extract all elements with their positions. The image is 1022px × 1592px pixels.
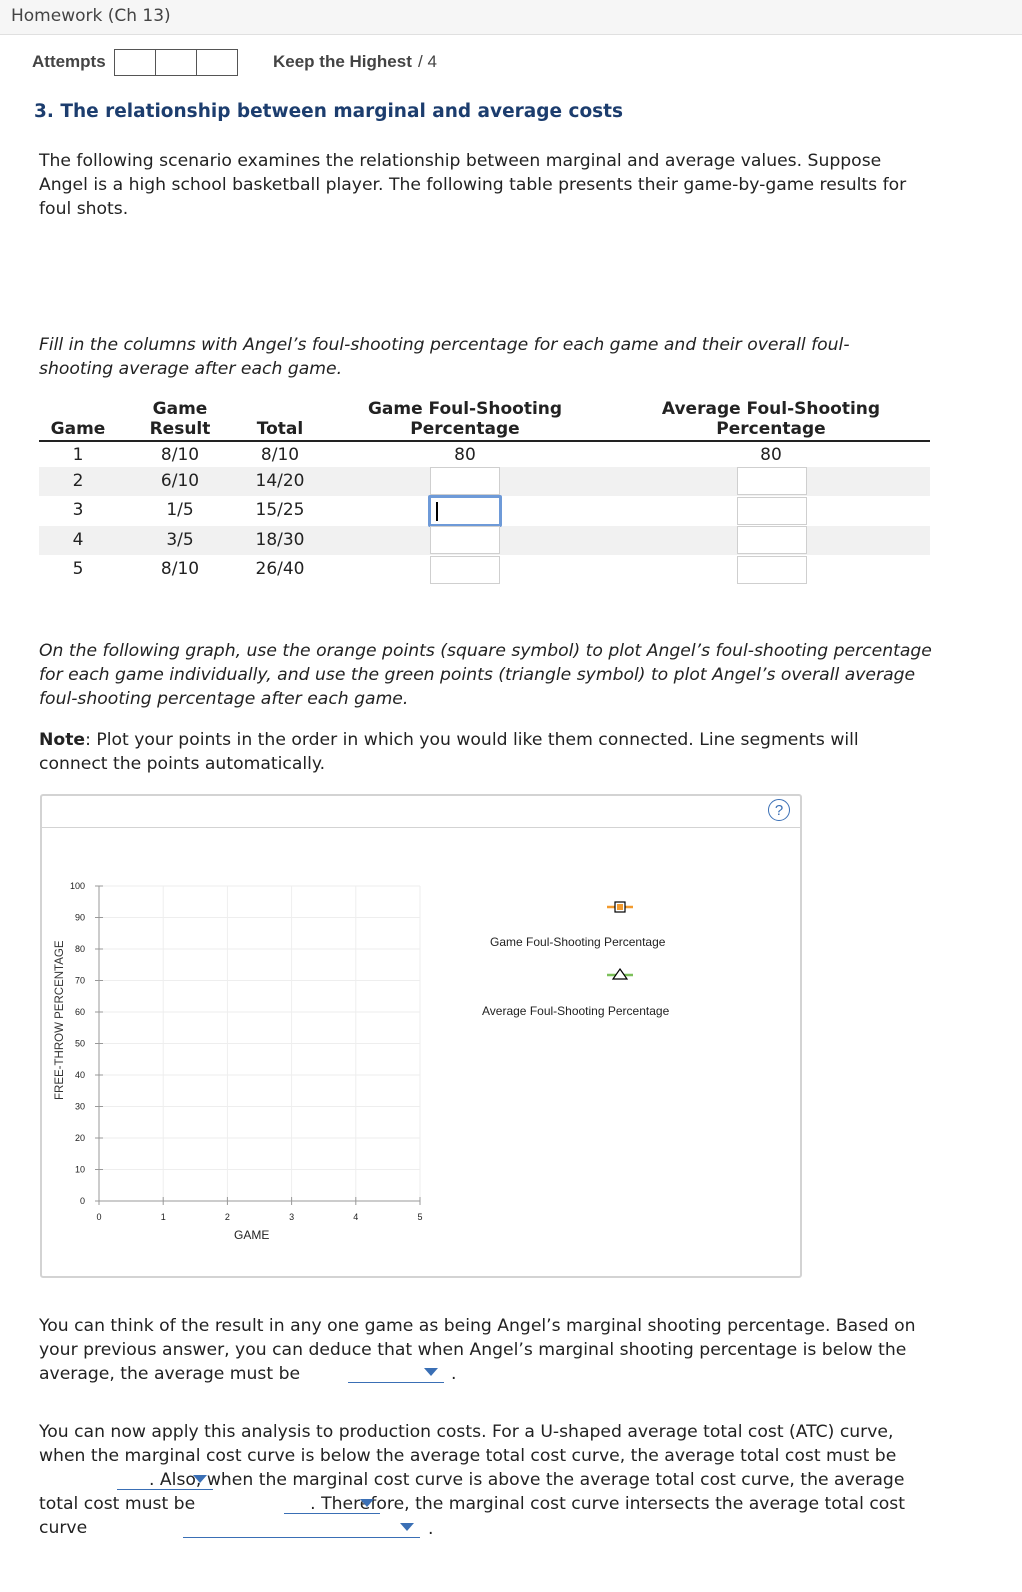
chevron-down-icon — [193, 1475, 207, 1483]
keep-highest-label: Keep the Highest — [273, 52, 412, 71]
cell-total: 18/30 — [255, 530, 305, 550]
y-tick-label: 40 — [74, 1070, 85, 1080]
chevron-down-icon — [400, 1523, 414, 1531]
y-tick-label: 0 — [79, 1196, 85, 1206]
header-game: Game — [50, 419, 106, 439]
note-label: Note — [39, 730, 86, 750]
cell-game: 3 — [72, 500, 84, 520]
y-tick-label: 30 — [74, 1101, 85, 1112]
legend-green-triangle-tool[interactable] — [607, 969, 633, 979]
keep-highest-denominator: / 4 — [418, 52, 437, 71]
x-axis-label: GAME — [234, 1228, 270, 1242]
y-tick-label: 20 — [74, 1133, 85, 1143]
x-tick-label: 5 — [417, 1212, 423, 1222]
cell-game: 2 — [72, 471, 84, 491]
x-tick-label: 4 — [353, 1212, 359, 1222]
x-tick-label: 2 — [224, 1212, 230, 1222]
cell-total: 14/20 — [255, 471, 305, 491]
conclusion-2-text-1: You can now apply this analysis to production costs. For a U-shaped average total cost (ATC) curve, when the marginal cost curve is below the average total cost curve, the average total cost must be — [39, 1422, 897, 1466]
note-text: : Plot your points in the order in which you would like them connected. Line segments will connect the points automatically. — [39, 730, 859, 774]
legend-game-pct-label: Game Foul-Shooting Percentage — [490, 935, 666, 949]
x-tick-label: 3 — [289, 1212, 295, 1222]
y-axis-label-text: FREE-THROW PERCENTAGE — [54, 940, 66, 1100]
y-tick-label: 80 — [74, 944, 85, 954]
cell-avg-pct: 80 — [760, 445, 782, 465]
header-total: Total — [256, 419, 304, 439]
y-tick-label: 50 — [74, 1038, 85, 1049]
legend-orange-square-tool[interactable] — [607, 902, 633, 912]
header-game-pct-line1: Game Foul-Shooting — [367, 399, 563, 419]
legend-avg-pct-label: Average Foul-Shooting Percentage — [482, 1004, 670, 1018]
cell-game: 4 — [72, 530, 84, 550]
cell-game: 1 — [72, 445, 84, 465]
cell-total: 15/25 — [255, 500, 305, 520]
legend-square-fill — [617, 904, 623, 910]
conclusion-2-period: . — [428, 1519, 434, 1539]
header-avg-pct-line2: Percentage — [716, 419, 826, 439]
conclusion-paragraph-1 — [39, 1314, 939, 1386]
cell-result: 8/10 — [160, 445, 200, 465]
question-title: 3. The relationship between marginal and average costs — [34, 101, 624, 122]
chevron-down-icon — [424, 1368, 438, 1376]
conclusion-2-text-3: . Therefore, the marginal cost curve intersects the average total cost curve — [39, 1494, 905, 1538]
cell-total: 8/10 — [260, 445, 300, 465]
intersection-dropdown[interactable] — [183, 1516, 420, 1538]
cell-result: 8/10 — [160, 559, 200, 579]
help-icon[interactable]: ? — [768, 799, 790, 821]
conclusion-1-period: . — [451, 1364, 457, 1384]
x-tick-label: 0 — [96, 1212, 102, 1222]
header-result-line1: Game — [152, 399, 208, 419]
cell-result: 3/5 — [166, 530, 194, 550]
atc-above-dropdown[interactable] — [284, 1492, 380, 1514]
average-direction-dropdown[interactable] — [348, 1361, 444, 1383]
table-instruction: Fill in the columns with Angel’s foul-shooting percentage for each game and their overall foul-shooting average after each game. — [39, 335, 850, 379]
y-tick-label: 10 — [74, 1164, 85, 1175]
attempts-label: Attempts — [32, 52, 106, 71]
cell-result: 1/5 — [166, 500, 194, 520]
assignment-title: Homework (Ch 13) — [11, 6, 171, 26]
plot-ticks — [70, 881, 423, 1222]
graph-instructions: On the following graph, use the orange points (square symbol) to plot Angel’s foul-shooting percentage for each game individually, and use the green points (triangle symbol) to plot Angel’s overall average foul-shooting percentage after each game. — [39, 641, 932, 709]
y-tick-label: 90 — [74, 912, 85, 923]
conclusion-2-text-2: . Also, when the marginal cost curve is above the average total cost curve, the average total cost must be — [39, 1470, 905, 1514]
x-tick-label: 1 — [160, 1212, 166, 1222]
header-game-pct-line2: Percentage — [410, 419, 520, 439]
intro-paragraph: The following scenario examines the relationship between marginal and average values. Suppose Angel is a high school basketball player. The following table presents their game-by-game results for foul shots. — [39, 151, 907, 219]
cell-result: 6/10 — [160, 471, 200, 491]
plot-grid — [99, 886, 420, 1201]
y-tick-label: 60 — [74, 1007, 85, 1017]
atc-below-dropdown[interactable] — [117, 1468, 213, 1490]
header-avg-pct-line1: Average Foul-Shooting — [661, 399, 881, 419]
cell-total: 26/40 — [255, 559, 305, 579]
conclusion-1-text: You can think of the result in any one game as being Angel’s marginal shooting percentage. Based on your previous answer, you can deduce that when Angel’s marginal shooting percentage is below the average, the average must be — [39, 1316, 916, 1384]
y-tick-label: 70 — [74, 975, 85, 986]
y-tick-label: 100 — [69, 881, 85, 891]
cell-game-pct: 80 — [454, 445, 476, 465]
cell-game: 5 — [72, 559, 84, 579]
chevron-down-icon — [360, 1499, 374, 1507]
header-result-line2: Result — [149, 419, 211, 439]
